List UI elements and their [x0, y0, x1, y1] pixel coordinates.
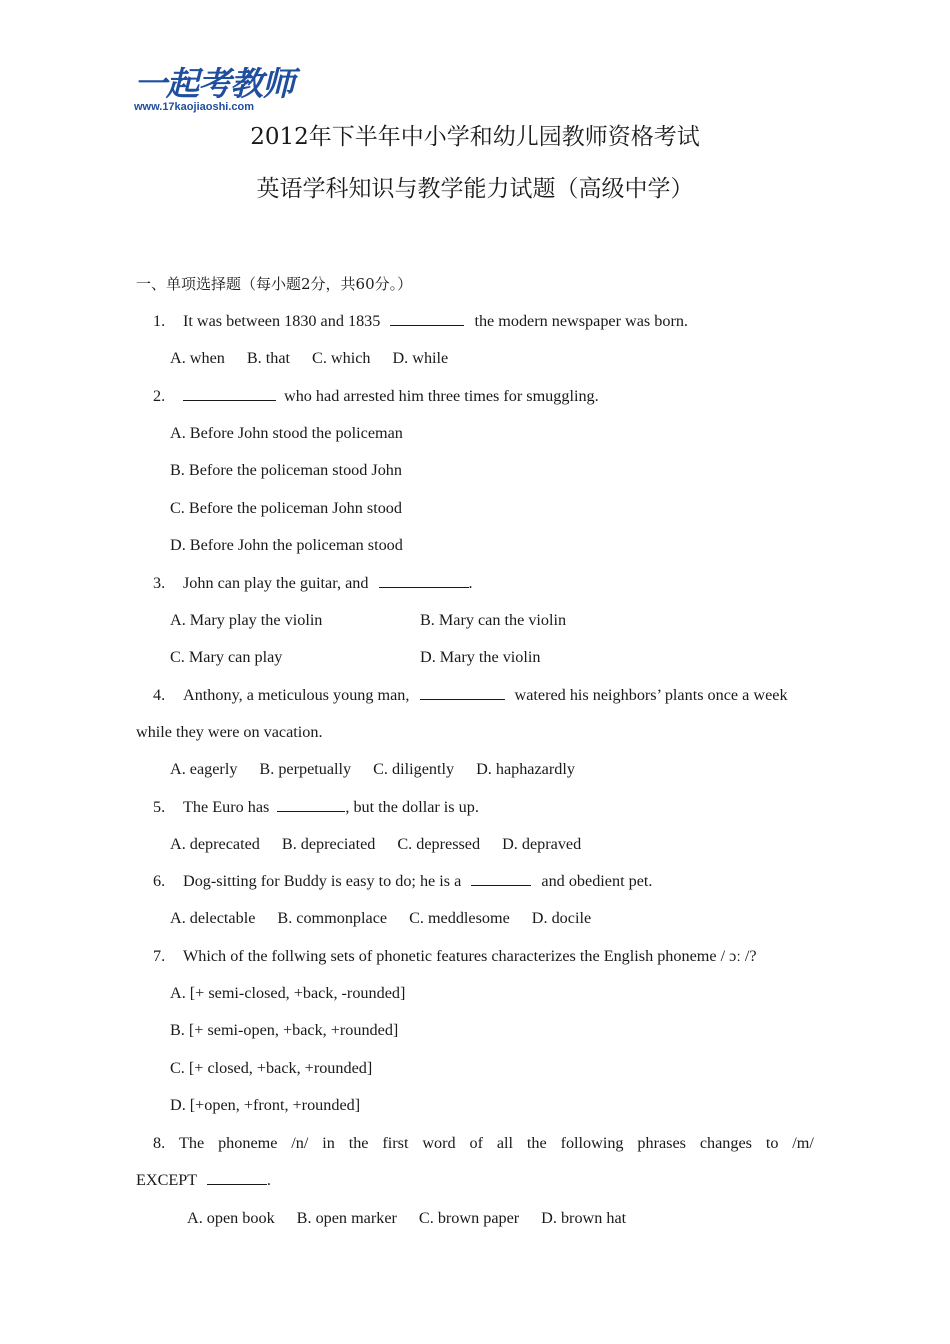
option: A. Before John stood the policeman [170, 424, 403, 442]
option: C. meddlesome [409, 909, 510, 927]
option: A. open book [187, 1209, 275, 1227]
options-6 [170, 907, 613, 929]
question-word: The [179, 1134, 205, 1152]
question-stem: EXCEPT [136, 1171, 197, 1189]
question-stem: John can play the guitar, and [183, 574, 369, 592]
question-word: word [422, 1134, 456, 1152]
question-word: phrases [637, 1134, 686, 1152]
question-number: 7. [153, 947, 166, 965]
question-stem-end: watered his neighbors’ plants once a week [514, 686, 788, 704]
option: B. [+ semi-open, +back, +rounded] [170, 1021, 399, 1039]
question-2 [153, 385, 599, 407]
option: D. depraved [502, 835, 582, 853]
logo-url: www.17kaojiaoshi.com [134, 101, 255, 113]
option: B. depreciated [281, 835, 376, 853]
question-stem: The Euro has [183, 798, 270, 816]
question-6 [153, 870, 652, 892]
question-1 [153, 310, 688, 332]
option: C. diligently [373, 760, 455, 778]
page-title: 2012年下半年中小学和幼儿园教师资格考试 [250, 124, 700, 150]
question-stem-end: and obedient pet. [541, 872, 653, 890]
answer-blank [420, 685, 505, 700]
question-word: the [526, 1134, 547, 1152]
option: A. delectable [170, 909, 256, 927]
question-3 [153, 572, 473, 594]
question-number: 6. [153, 872, 166, 890]
option: B. Mary can the violin [420, 611, 567, 629]
option: A. [+ semi-closed, +back, -rounded] [170, 984, 406, 1002]
question-stem: Anthony, a meticulous young man, [183, 686, 410, 704]
option: A. eagerly [170, 760, 238, 778]
question-stem-end: . [468, 574, 473, 592]
option: A. Mary play the violin [170, 611, 323, 629]
question-number: 2. [153, 387, 166, 405]
option: A. when [170, 349, 225, 367]
question-word: all [496, 1134, 514, 1152]
options-8 [187, 1207, 648, 1229]
question-5 [153, 796, 479, 818]
question-word: first [382, 1134, 409, 1152]
answer-blank [471, 871, 531, 886]
question-word: of [469, 1134, 483, 1152]
question-word: following [560, 1134, 624, 1152]
question-word: in [322, 1134, 335, 1152]
question-word: the [348, 1134, 369, 1152]
question-stem-end: . [266, 1171, 271, 1189]
question-stem: Dog-sitting for Buddy is easy to do; he is a [183, 872, 462, 890]
question-word: /n/ [291, 1134, 309, 1152]
option: D. Mary the violin [420, 648, 541, 666]
option: C. Mary can play [170, 648, 283, 666]
answer-blank [390, 311, 464, 326]
question-stem: Which of the follwing sets of phonetic features characterizes the English phoneme / ɔː /? [183, 947, 757, 965]
page-subtitle: 英语学科知识与教学能力试题（高级中学） [256, 176, 694, 202]
option: C. Before the policeman John stood [170, 499, 402, 517]
question-stem-end: , but the dollar is up. [345, 798, 479, 816]
question-number: 1. [153, 312, 166, 330]
question-8 [153, 1132, 814, 1154]
answer-blank [183, 386, 276, 401]
question-continuation: while they were on vacation. [136, 723, 323, 741]
option: D. haphazardly [476, 760, 575, 778]
logo-title: 一起考教师 [134, 64, 294, 103]
section-heading: 一、单项选择题（每小题2分，共60分。） [136, 275, 413, 293]
question-word: changes [699, 1134, 752, 1152]
option: B. open marker [296, 1209, 397, 1227]
logo [134, 66, 304, 113]
question-stem: It was between 1830 and 1835 [183, 312, 381, 330]
option: A. deprecated [170, 835, 260, 853]
option: D. brown hat [541, 1209, 627, 1227]
option: D. docile [531, 909, 592, 927]
option: D. [+open, +front, +rounded] [170, 1096, 361, 1114]
option: B. commonplace [277, 909, 388, 927]
question-stem-end: who had arrested him three times for smuggling. [284, 387, 599, 405]
question-number: 5. [153, 798, 166, 816]
option: D. Before John the policeman stood [170, 536, 403, 554]
option: C. depressed [397, 835, 481, 853]
answer-blank [207, 1170, 267, 1185]
question-number: 3. [153, 574, 166, 592]
option: B. Before the policeman stood John [170, 461, 402, 479]
question-word: phoneme [218, 1134, 278, 1152]
options-4 [170, 758, 597, 780]
option: C. brown paper [418, 1209, 520, 1227]
option: B. that [246, 349, 291, 367]
option: B. perpetually [259, 760, 352, 778]
question-7 [153, 945, 757, 967]
option: D. while [392, 349, 449, 367]
question-word: /m/ [792, 1134, 814, 1152]
question-number: 8. [153, 1134, 166, 1152]
question-continuation [136, 1169, 271, 1191]
option: C. [+ closed, +back, +rounded] [170, 1059, 373, 1077]
question-number: 4. [153, 686, 166, 704]
options-1 [170, 347, 470, 369]
question-4 [153, 684, 788, 706]
answer-blank [277, 797, 345, 812]
option: C. which [312, 349, 371, 367]
question-stem-end: the modern newspaper was born. [474, 312, 688, 330]
answer-blank [379, 573, 469, 588]
options-5 [170, 833, 603, 855]
question-word: to [765, 1134, 779, 1152]
